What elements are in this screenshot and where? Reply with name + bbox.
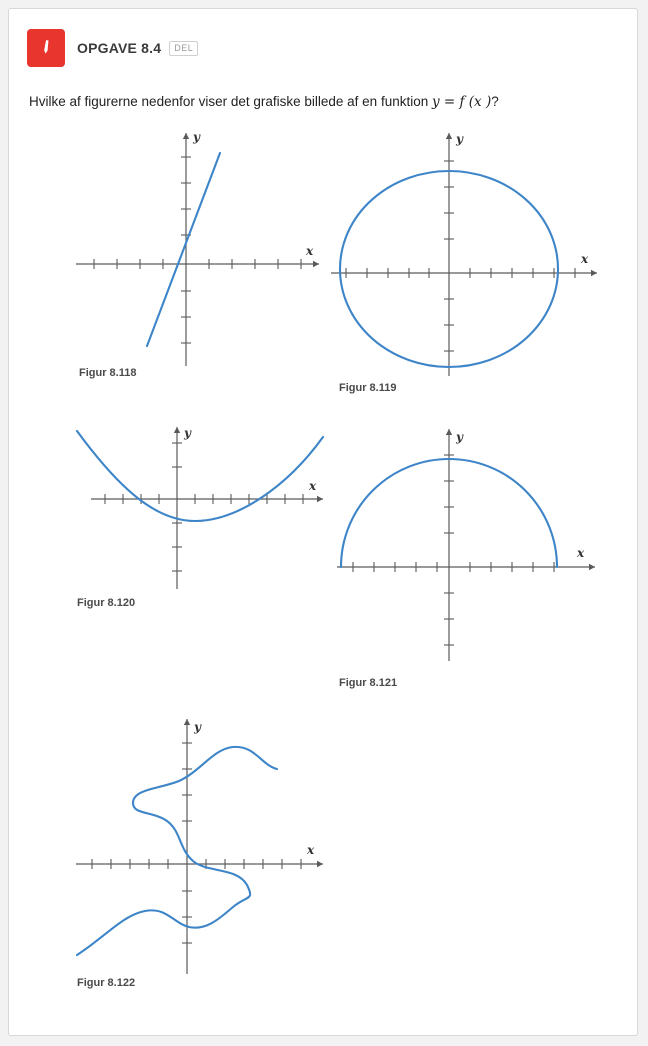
page-title: OPGAVE 8.4 — [77, 40, 162, 56]
card-header — [27, 29, 198, 67]
status-badge: DEL — [169, 41, 198, 56]
figure-8-122-label: Figur 8.122 — [77, 977, 136, 989]
title-row — [77, 40, 198, 56]
svg-text:y: y — [456, 430, 463, 444]
pencil-icon — [27, 29, 65, 67]
svg-text:y: y — [456, 132, 463, 146]
svg-text:x: x — [581, 252, 589, 266]
svg-text:y: y — [184, 426, 191, 440]
svg-text:x: x — [577, 546, 585, 560]
question-text — [29, 93, 619, 112]
figure-8-120-label: Figur 8.120 — [77, 597, 136, 609]
figure-8-120-plot — [61, 417, 341, 602]
question-text-after: ? — [491, 94, 499, 109]
figure-8-119-plot — [319, 121, 609, 386]
figure-8-118-plot — [61, 121, 331, 376]
question-text-before: Hvilke af figurerne nedenfor viser det grafiske billede af en funktion — [29, 94, 432, 109]
svg-text:x: x — [307, 843, 315, 857]
svg-text:x: x — [309, 479, 317, 493]
svg-text:x: x — [306, 244, 314, 258]
figure-8-121-plot — [319, 419, 609, 674]
svg-text:y: y — [194, 720, 201, 734]
question-math: y = f (x ) — [431, 94, 492, 110]
figure-8-121-label: Figur 8.121 — [339, 677, 398, 689]
figure-8-118-label: Figur 8.118 — [79, 367, 137, 379]
figure-8-119-label: Figur 8.119 — [339, 382, 397, 394]
figure-8-122-plot — [61, 709, 341, 984]
figure-8-122-curve — [77, 747, 277, 955]
exercise-card — [8, 8, 638, 1036]
svg-text:y: y — [193, 130, 200, 144]
figure-8-120-curve — [77, 431, 323, 521]
